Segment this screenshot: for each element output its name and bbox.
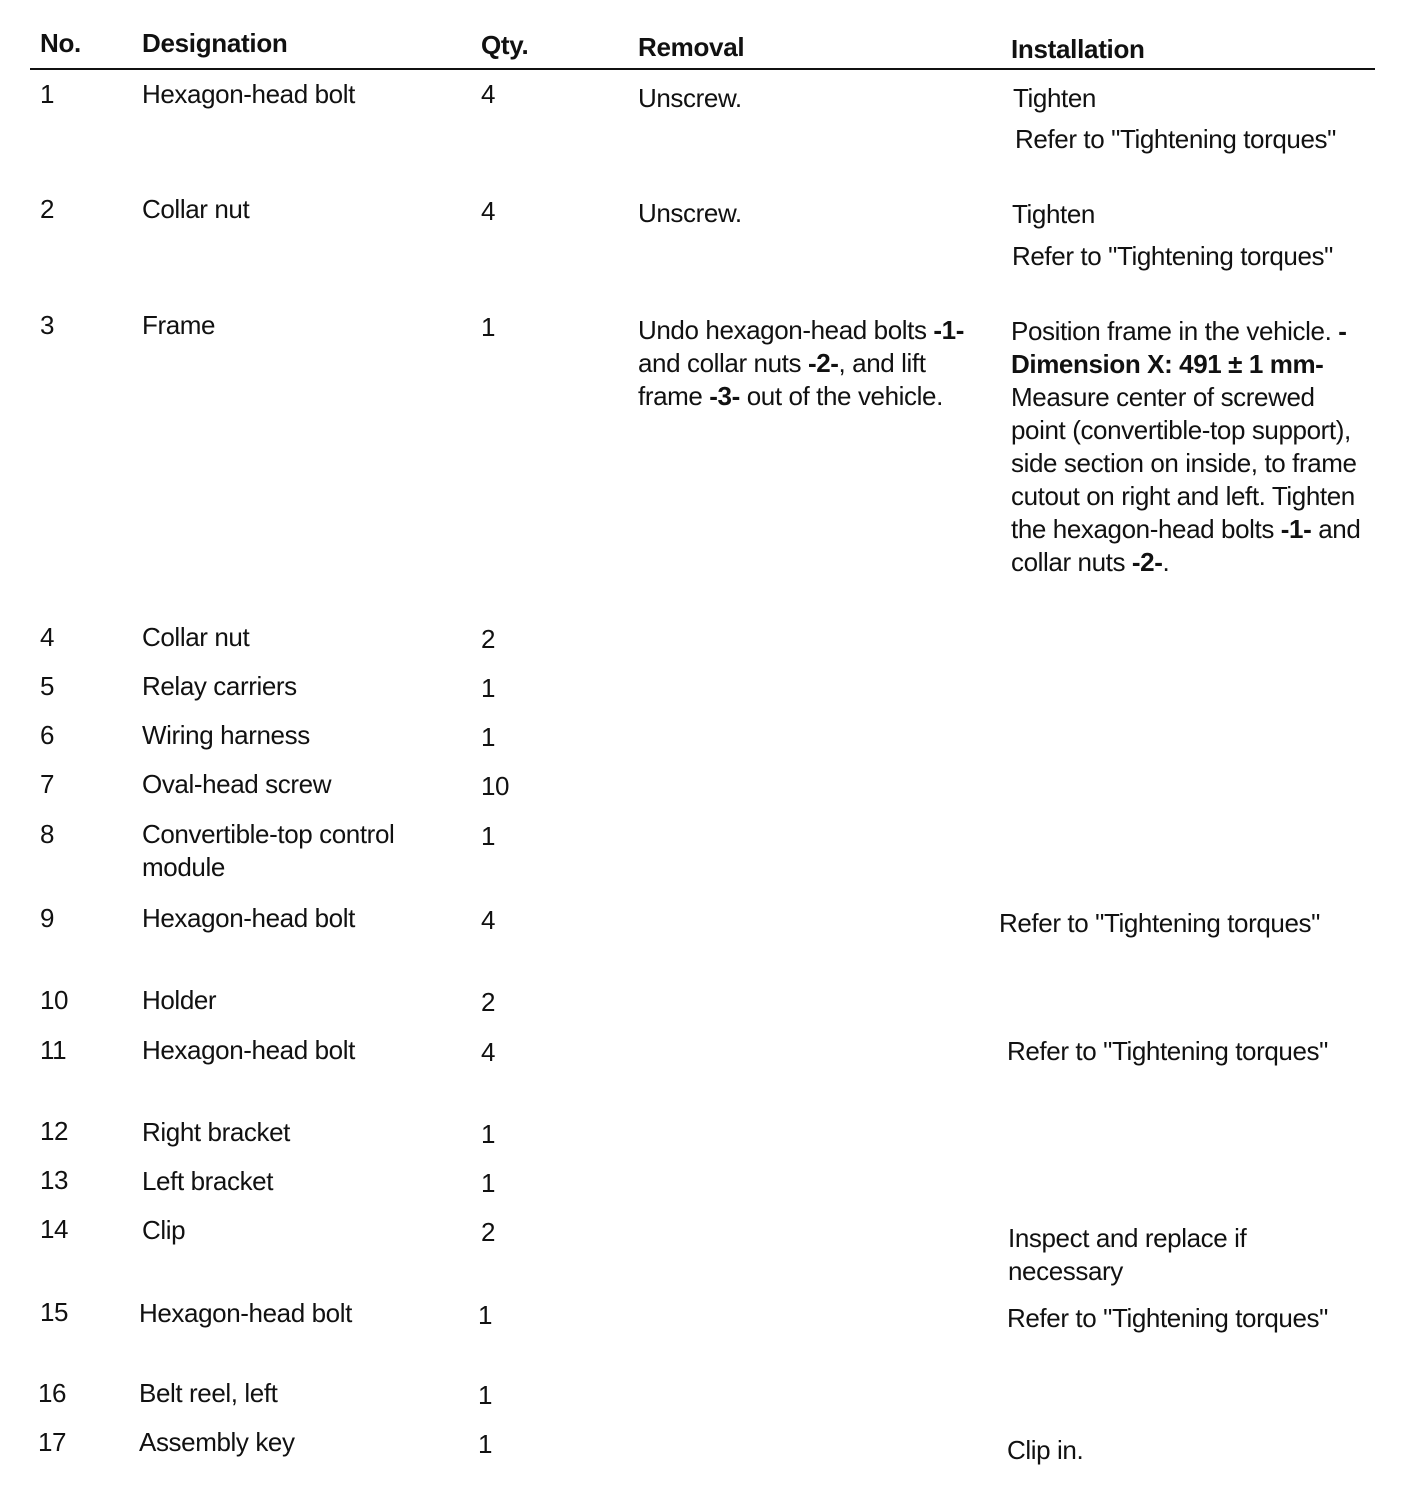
row-11-qty: 4	[481, 1037, 496, 1067]
row-14-qty: 2	[481, 1217, 496, 1247]
row-7-designation: Oval-head screw	[142, 769, 332, 799]
row-2-qty: 4	[481, 196, 496, 226]
row-12-no: 12	[40, 1116, 69, 1146]
row-9-no: 9	[40, 903, 55, 933]
row-11-installation: Refer to "Tightening torques"	[1007, 1036, 1328, 1066]
header-removal: Removal	[638, 32, 745, 62]
row-3-no: 3	[40, 310, 55, 340]
row-4-no: 4	[40, 622, 55, 652]
row-6-no: 6	[40, 720, 55, 750]
row-2-installation-line2: Refer to "Tightening torques"	[1012, 241, 1333, 271]
row-3-removal: Undo hexagon-head bolts -1- and collar nuts -2-, and lift frame -3- out of the vehicle.	[638, 315, 964, 411]
row-14-designation: Clip	[142, 1215, 186, 1245]
row-16-no: 16	[38, 1378, 67, 1408]
row-14-no: 14	[40, 1214, 69, 1244]
row-1-designation: Hexagon-head bolt	[142, 79, 355, 109]
row-10-qty: 2	[481, 987, 496, 1017]
row-15-installation: Refer to "Tightening torques"	[1007, 1303, 1328, 1333]
row-10-no: 10	[40, 985, 69, 1015]
row-2-installation-line1: Tighten	[1012, 199, 1095, 229]
row-8-qty: 1	[481, 821, 496, 851]
row-13-qty: 1	[481, 1168, 496, 1198]
row-17-qty: 1	[478, 1429, 493, 1459]
row-4-qty: 2	[481, 624, 496, 654]
row-17-no: 17	[38, 1427, 67, 1457]
row-2-designation: Collar nut	[142, 194, 250, 224]
row-14-installation: Inspect and replace if necessary	[1008, 1223, 1247, 1286]
row-13-designation: Left bracket	[142, 1166, 274, 1196]
row-7-no: 7	[40, 769, 55, 799]
row-12-qty: 1	[481, 1119, 496, 1149]
row-8-no: 8	[40, 819, 55, 849]
row-10-designation: Holder	[142, 985, 217, 1015]
row-12-designation: Right bracket	[142, 1117, 290, 1147]
row-15-qty: 1	[478, 1300, 493, 1330]
row-17-designation: Assembly key	[139, 1427, 295, 1457]
row-5-designation: Relay carriers	[142, 671, 297, 701]
header-qty: Qty.	[481, 30, 529, 60]
row-5-no: 5	[40, 671, 55, 701]
row-15-designation: Hexagon-head bolt	[139, 1298, 352, 1328]
header-divider	[30, 68, 1375, 70]
row-9-qty: 4	[481, 905, 496, 935]
row-1-qty: 4	[481, 79, 496, 109]
row-8-designation: Convertible-top control module	[142, 819, 395, 882]
header-no: No.	[40, 28, 81, 58]
row-1-installation-line2: Refer to "Tightening torques"	[1015, 124, 1336, 154]
row-2-no: 2	[40, 194, 55, 224]
row-3-designation: Frame	[142, 310, 216, 340]
row-3-qty: 1	[481, 312, 496, 342]
row-6-designation: Wiring harness	[142, 720, 310, 750]
row-13-no: 13	[40, 1165, 69, 1195]
row-7-qty: 10	[481, 771, 510, 801]
row-1-installation-line1: Tighten	[1013, 83, 1096, 113]
header-installation: Installation	[1011, 34, 1145, 64]
row-3-installation: Position frame in the vehicle. -Dimension X: 491 ± 1 mm- Measure center of screwed point (convertible-top support), side section on inside, to frame cutout on right and left. Tighten the hexagon-head bolts -1- and collar nuts -2-.	[1011, 316, 1361, 577]
row-1-removal: Unscrew.	[638, 83, 742, 113]
row-4-designation: Collar nut	[142, 622, 250, 652]
header-designation: Designation	[142, 28, 288, 58]
row-15-no: 15	[40, 1297, 69, 1327]
row-5-qty: 1	[481, 673, 496, 703]
row-11-no: 11	[40, 1035, 67, 1065]
row-16-designation: Belt reel, left	[139, 1378, 278, 1408]
row-2-removal: Unscrew.	[638, 198, 742, 228]
row-17-installation: Clip in.	[1007, 1435, 1084, 1465]
row-16-qty: 1	[478, 1380, 493, 1410]
row-9-installation: Refer to "Tightening torques"	[999, 908, 1320, 938]
row-1-no: 1	[40, 79, 55, 109]
row-6-qty: 1	[481, 722, 496, 752]
row-9-designation: Hexagon-head bolt	[142, 903, 355, 933]
row-11-designation: Hexagon-head bolt	[142, 1035, 355, 1065]
